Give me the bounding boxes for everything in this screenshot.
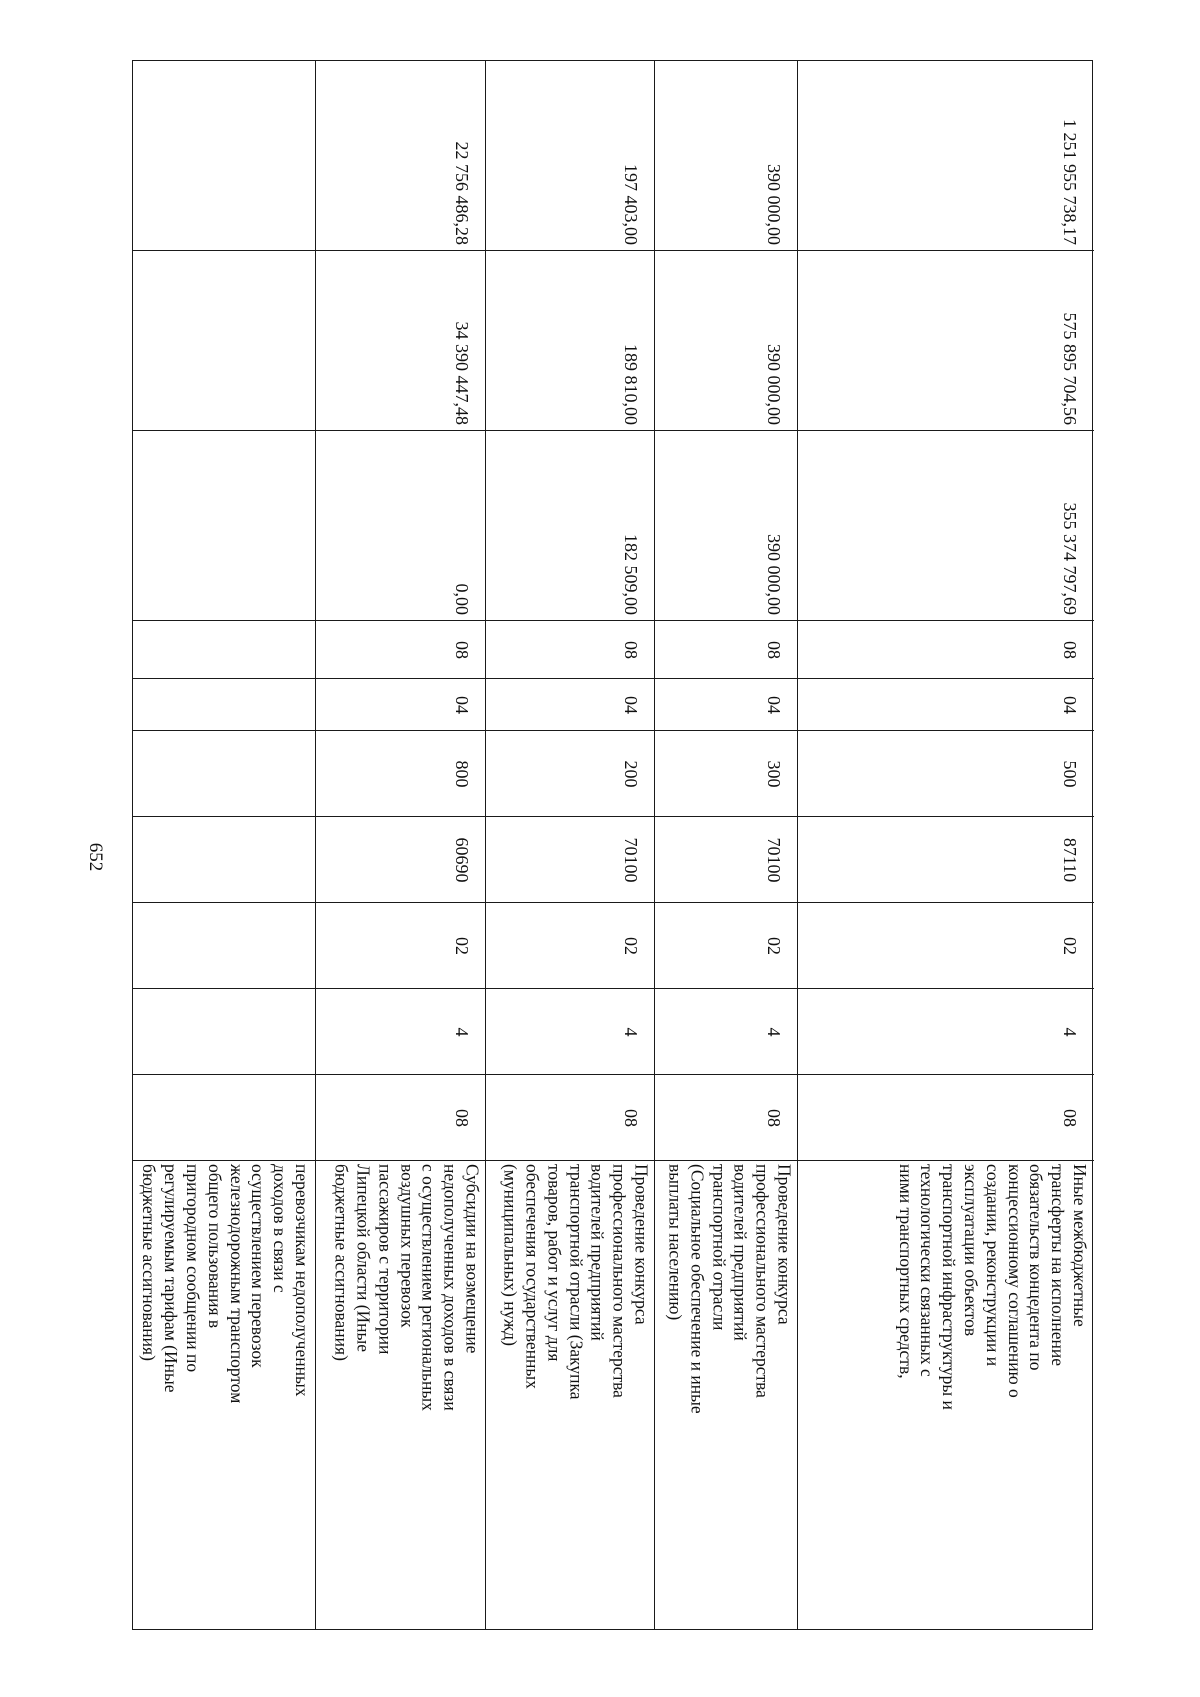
description-line: Проведение конкурса	[630, 1164, 651, 1325]
cell-description	[798, 1161, 1094, 1631]
description-line: воздушных перевозок	[396, 1164, 417, 1328]
cell-expense-type-code	[486, 731, 654, 817]
description-line: Субсидии на возмещение	[461, 1164, 482, 1354]
subprogram-code-value: 02	[764, 936, 784, 955]
table-row	[655, 61, 798, 1629]
cell-amount-year-1	[316, 431, 485, 621]
cell-program-type-code	[316, 989, 485, 1075]
program-code-value: 08	[1060, 1108, 1080, 1127]
cell-amount-year-1	[133, 431, 315, 621]
description-line: Липецкой области (Иные	[352, 1164, 373, 1353]
cell-subprogram-code	[486, 903, 654, 989]
amount-year-2-value: 189 810,00	[621, 343, 641, 425]
cell-subprogram-code	[316, 903, 485, 989]
amount-year-1-value: 0,00	[452, 583, 472, 615]
cell-section-code	[486, 679, 654, 731]
program-type-code-value: 4	[1060, 1027, 1080, 1036]
program-code-value: 08	[764, 1108, 784, 1127]
description-line: профессионального мастерства	[752, 1164, 773, 1398]
cell-description	[655, 1161, 797, 1631]
cell-program-code	[798, 1075, 1094, 1161]
amount-year-3-value: 1 251 955 738,17	[1060, 118, 1080, 245]
description-line: Проведение конкурса	[773, 1164, 794, 1325]
cell-description	[316, 1161, 485, 1631]
cell-subprogram-code	[798, 903, 1094, 989]
expense-type-code-value: 500	[1060, 760, 1080, 787]
description-line: обеспечения государственных	[521, 1164, 542, 1389]
description-line: перевозчикам недополученных	[291, 1164, 312, 1397]
cell-subprogram-code	[655, 903, 797, 989]
description-line: общего пользования в	[204, 1164, 225, 1329]
cell-amount-year-3	[655, 61, 797, 251]
description-line: обязательств концедента по	[1026, 1164, 1047, 1371]
description-line: железнодорожным транспортом	[226, 1164, 247, 1404]
description-line: товаров, работ и услуг для	[543, 1164, 564, 1362]
amount-year-2-value: 390 000,00	[764, 343, 784, 425]
cell-amount-year-2	[316, 251, 485, 431]
cell-amount-year-3	[486, 61, 654, 251]
description-line: технологически связанных с	[917, 1164, 938, 1377]
cell-section-code	[655, 679, 797, 731]
cell-program-type-code	[133, 989, 315, 1075]
description-line: транспортной отрасли	[708, 1164, 729, 1331]
amount-year-2-value: 34 390 447,48	[452, 321, 472, 425]
amount-year-1-value: 182 509,00	[621, 533, 641, 615]
program-code-value: 08	[621, 1108, 641, 1127]
description-line: с осуществлением региональных	[418, 1164, 439, 1411]
cell-expense-type-code	[316, 731, 485, 817]
subsection-code-value: 08	[764, 640, 784, 659]
section-code-value: 04	[452, 695, 472, 714]
cell-subsection-code	[655, 621, 797, 679]
cell-amount-year-1	[798, 431, 1094, 621]
table-row	[486, 61, 655, 1629]
budget-table	[132, 60, 1093, 1630]
cell-program-type-code	[486, 989, 654, 1075]
cell-program-type-code	[655, 989, 797, 1075]
description-line: трансферты на исполнение	[1048, 1164, 1069, 1367]
cell-section-code	[798, 679, 1094, 731]
table-row	[133, 61, 316, 1629]
description-line: бюджетные ассигнования)	[139, 1164, 160, 1361]
description-line: водителей предприятий	[587, 1164, 608, 1341]
description-line: Иные межбюджетные	[1069, 1164, 1090, 1327]
amount-year-1-value: 355 374 797,69	[1060, 502, 1080, 615]
cell-program-code	[133, 1075, 315, 1161]
cell-amount-year-3	[798, 61, 1094, 251]
row-description	[498, 1164, 651, 1628]
cell-description	[486, 1161, 654, 1631]
program-type-code-value: 4	[452, 1027, 472, 1036]
amount-year-3-value: 22 756 486,28	[452, 141, 472, 245]
cell-program-code	[486, 1075, 654, 1161]
description-line: доходов в связи с	[270, 1164, 291, 1293]
table-row	[316, 61, 486, 1629]
description-line: регулируемым тарифам (Иные	[161, 1164, 182, 1393]
program-type-code-value: 4	[764, 1027, 784, 1036]
subprogram-code-value: 02	[1060, 936, 1080, 955]
amount-year-3-value: 197 403,00	[621, 163, 641, 245]
row-description	[138, 1164, 312, 1628]
description-line: выплаты населению)	[665, 1164, 685, 1321]
direction-code-value: 70100	[764, 837, 784, 882]
cell-section-code	[133, 679, 315, 731]
subprogram-code-value: 02	[621, 936, 641, 955]
amount-year-2-value: 575 895 704,56	[1060, 312, 1080, 425]
cell-expense-type-code	[798, 731, 1094, 817]
cell-subsection-code	[798, 621, 1094, 679]
direction-code-value: 87110	[1060, 837, 1080, 882]
section-code-value: 04	[1060, 695, 1080, 714]
cell-amount-year-2	[655, 251, 797, 431]
description-line: бюджетные ассигнования)	[331, 1164, 352, 1361]
description-line: (муниципальных) нужд)	[500, 1164, 521, 1346]
direction-code-value: 60690	[452, 837, 472, 882]
subsection-code-value: 08	[1060, 640, 1080, 659]
row-description	[663, 1164, 794, 1628]
program-type-code-value: 4	[621, 1027, 641, 1036]
expense-type-code-value: 800	[452, 760, 472, 787]
cell-amount-year-2	[133, 251, 315, 431]
description-line: транспортной инфраструктуры и	[939, 1164, 960, 1410]
cell-subsection-code	[486, 621, 654, 679]
cell-amount-year-3	[316, 61, 485, 251]
description-line: создании, реконструкции и	[982, 1164, 1003, 1367]
row-description	[329, 1164, 482, 1628]
cell-direction-code	[798, 817, 1094, 903]
cell-program-code	[316, 1075, 485, 1161]
description-line: профессионального мастерства	[609, 1164, 630, 1398]
expense-type-code-value: 300	[764, 760, 784, 787]
direction-code-value: 70100	[621, 837, 641, 882]
description-line: водителей предприятий	[730, 1164, 751, 1341]
section-code-value: 04	[764, 695, 784, 714]
description-line: пассажиров с территории	[374, 1164, 395, 1355]
cell-direction-code	[133, 817, 315, 903]
cell-amount-year-2	[486, 251, 654, 431]
program-code-value: 08	[452, 1108, 472, 1127]
cell-amount-year-3	[133, 61, 315, 251]
cell-program-code	[655, 1075, 797, 1161]
cell-subsection-code	[316, 621, 485, 679]
description-line: (Социальное обеспечение и иные	[686, 1164, 707, 1414]
cell-amount-year-1	[486, 431, 654, 621]
cell-direction-code	[316, 817, 485, 903]
cell-expense-type-code	[655, 731, 797, 817]
amount-year-3-value: 390 000,00	[764, 163, 784, 245]
cell-direction-code	[655, 817, 797, 903]
subsection-code-value: 08	[452, 640, 472, 659]
row-description	[894, 1164, 1090, 1628]
description-line: эксплуатации объектов	[960, 1164, 981, 1337]
cell-direction-code	[486, 817, 654, 903]
page-number: 652	[85, 842, 106, 872]
description-line: осуществлением перевозок	[248, 1164, 269, 1368]
cell-amount-year-2	[798, 251, 1094, 431]
cell-subprogram-code	[133, 903, 315, 989]
description-line: концессионному соглашению о	[1004, 1164, 1025, 1398]
description-line: транспортной отрасли (Закупка	[565, 1164, 586, 1400]
amount-year-1-value: 390 000,00	[764, 533, 784, 615]
cell-subsection-code	[133, 621, 315, 679]
subprogram-code-value: 02	[452, 936, 472, 955]
cell-section-code	[316, 679, 485, 731]
cell-program-type-code	[798, 989, 1094, 1075]
cell-amount-year-1	[655, 431, 797, 621]
expense-type-code-value: 200	[621, 760, 641, 787]
cell-expense-type-code	[133, 731, 315, 817]
subsection-code-value: 08	[621, 640, 641, 659]
description-line: недополученных доходов в связи	[440, 1164, 461, 1411]
section-code-value: 04	[621, 695, 641, 714]
cell-description	[133, 1161, 315, 1631]
description-line: ними транспортных средств,	[895, 1164, 916, 1379]
description-line: пригородном сообщении по	[183, 1164, 203, 1373]
table-row	[798, 61, 1094, 1629]
